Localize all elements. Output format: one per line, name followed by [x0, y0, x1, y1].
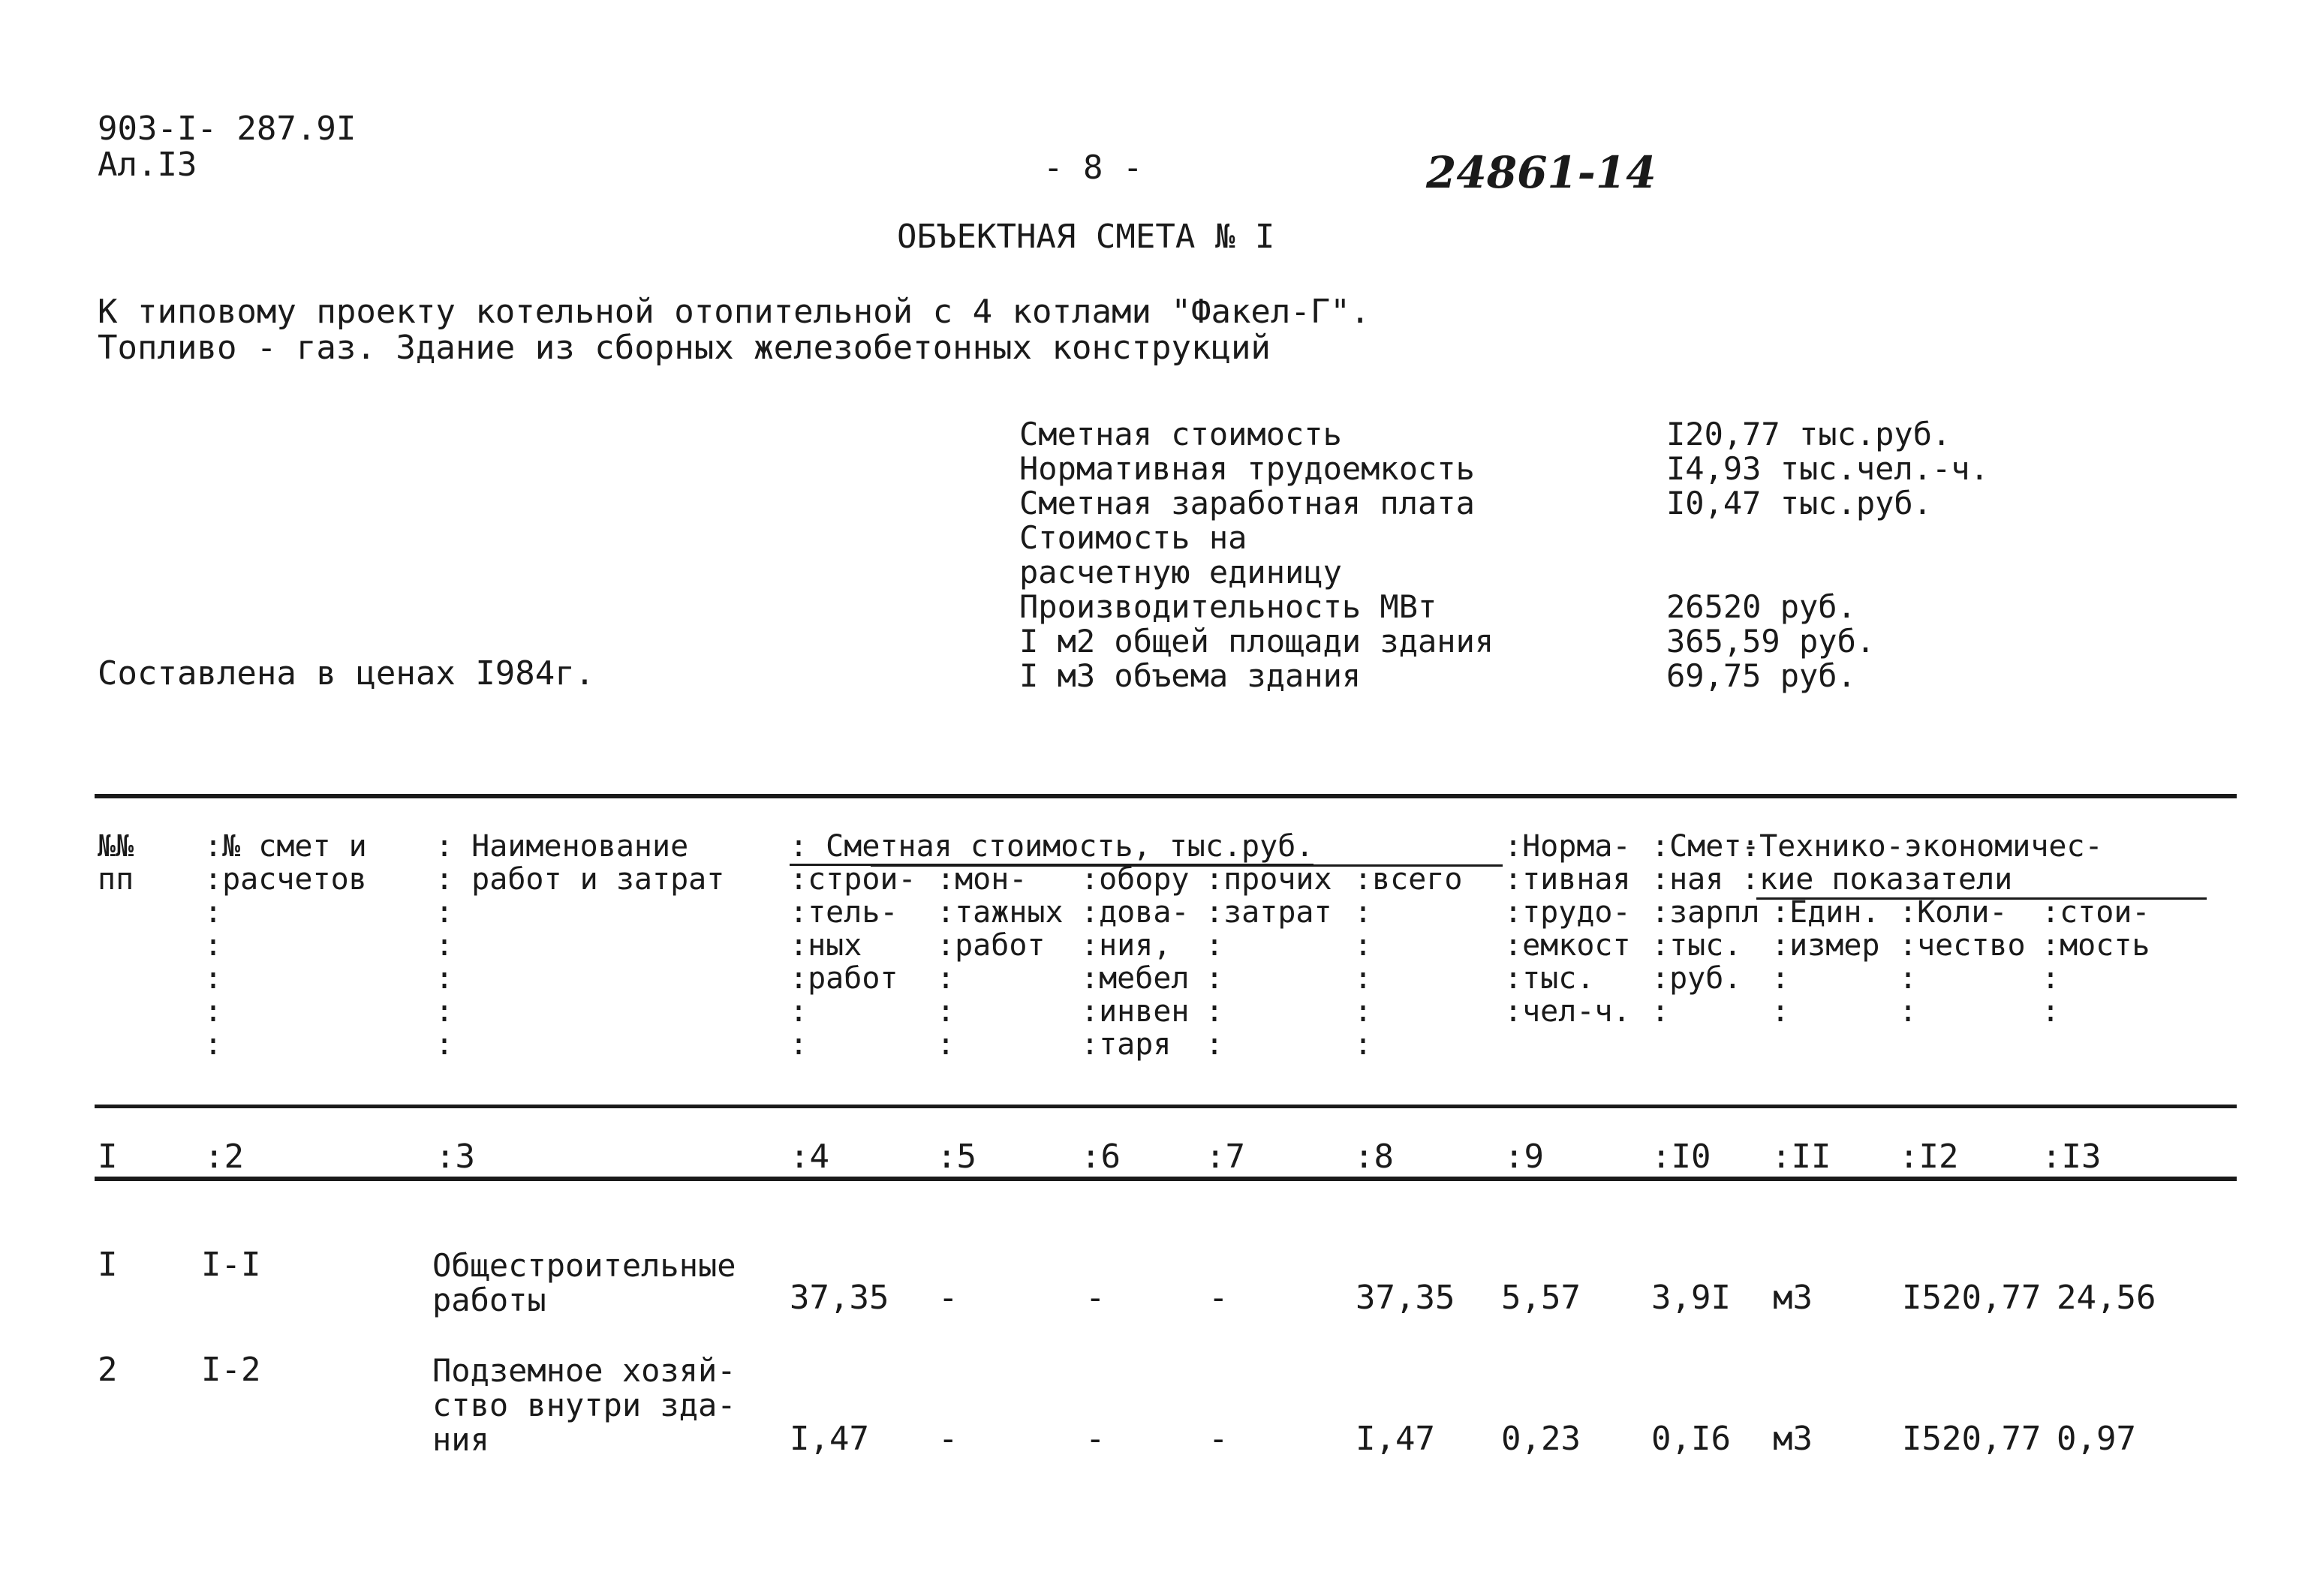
header-col-wages: :Смет- :ная :зарпл :тыс. :руб. :: [1651, 829, 1760, 1029]
row1-unit: м3: [1773, 1279, 1813, 1317]
prices-note: Составлена в ценах I984г.: [98, 654, 595, 693]
summary-value: 69,75 руб.: [1666, 657, 1856, 694]
row2-labor: 0,23: [1501, 1420, 1581, 1458]
summary-value: I20,77 тыс.руб.: [1666, 416, 1951, 452]
document-code-line1: 903-I- 287.9I: [98, 110, 357, 148]
header-col-labor: :Норма- :тивная :трудо- :емкост :тыс. :чел-ч.: [1504, 829, 1631, 1029]
table-header-rule: [95, 1105, 2237, 1108]
document-code-line2: Ал.I3: [98, 146, 197, 184]
summary-label: Производительность МВт: [1019, 588, 1437, 625]
summary-label: I м3 объема здания: [1019, 657, 1362, 694]
column-number: :2: [204, 1138, 244, 1176]
column-number: :I2: [1899, 1138, 1959, 1176]
summary-value: 365,59 руб.: [1666, 623, 1876, 660]
header-col-other: :прочих :затрат : : : :: [1205, 862, 1332, 1062]
header-col-number: №№ пп: [98, 829, 134, 897]
header-col-construction: :строи- :тель- :ных :работ : :: [790, 862, 916, 1062]
description-line1: К типовому проекту котельной отопительной с 4 котлами "Факел-Г".: [98, 293, 1371, 331]
column-number: :9: [1504, 1138, 1544, 1176]
row2-code: I-2: [201, 1351, 261, 1389]
column-number: :6: [1081, 1138, 1121, 1176]
header-col-equipment: :обору :дова- :ния, :мебел :инвен :таря: [1081, 862, 1190, 1062]
header-col-total: :всего : : : : :: [1354, 862, 1463, 1062]
column-number: :5: [937, 1138, 976, 1176]
summary-value: I0,47 тыс.руб.: [1666, 485, 1933, 521]
summary-values: [1666, 417, 1989, 693]
column-number: :3: [435, 1138, 475, 1176]
row2-mounting: -: [938, 1420, 958, 1458]
column-number: :I3: [2042, 1138, 2102, 1176]
summary-label: I м2 общей площади здания: [1019, 623, 1494, 660]
summary-label: Сметная стоимость: [1019, 416, 1342, 452]
summary-value: 26520 руб.: [1666, 588, 1856, 625]
row1-other: -: [1208, 1279, 1229, 1317]
row2-unit: м3: [1773, 1420, 1813, 1458]
row1-labor: 5,57: [1501, 1279, 1581, 1317]
summary-label: Сметная заработная плата: [1019, 485, 1475, 521]
row1-construction: 37,35: [790, 1279, 889, 1317]
header-group-tech-line1: :Технико-экономичес-: [1741, 829, 2103, 864]
page-number: - 8 -: [1043, 149, 1143, 187]
document-title: ОБЪЕКТНАЯ СМЕТА № I: [897, 218, 1275, 256]
row2-number: 2: [98, 1351, 118, 1389]
row1-name: Общестроительные работы: [432, 1247, 736, 1318]
summary-label: Стоимость на: [1019, 519, 1247, 556]
header-group-tech: [1741, 830, 2103, 896]
summary-labels: [1019, 417, 1494, 693]
row1-quantity: I520,77: [1902, 1279, 2042, 1317]
column-number: :I0: [1651, 1138, 1711, 1176]
row1-equipment: -: [1085, 1279, 1106, 1317]
header-group-cost: [790, 830, 1313, 863]
row1-unit-cost: 24,56: [2057, 1279, 2156, 1317]
row1-total: 37,35: [1356, 1279, 1455, 1317]
summary-value: I4,93 тыс.чел.-ч.: [1666, 450, 1989, 487]
row2-equipment: -: [1085, 1420, 1106, 1458]
column-numbers-rule: [95, 1177, 2237, 1181]
row2-wages: 0,I6: [1651, 1420, 1731, 1458]
header-group-tech-line2: :кие показатели: [1741, 862, 2013, 897]
header-col-estimate: :№ смет и :расчетов : : : : :: [204, 829, 367, 1062]
row2-unit-cost: 0,97: [2057, 1420, 2136, 1458]
header-col-name: : Наименование : работ и затрат : : : : :: [435, 829, 725, 1062]
document-code: [98, 111, 356, 183]
header-col-quantity: :Коли- :чество : :: [1899, 895, 2026, 1029]
document-description: [98, 294, 1370, 366]
header-col-unit-cost: :стои- :мость : :: [2042, 895, 2150, 1029]
column-number: :7: [1205, 1138, 1245, 1176]
handwritten-number: 24861-14: [1426, 147, 1657, 198]
row2-total: I,47: [1356, 1420, 1435, 1458]
column-number: :II: [1771, 1138, 1831, 1176]
summary-value: [1666, 521, 1989, 555]
row2-quantity: I520,77: [1902, 1420, 2042, 1458]
row2-construction: I,47: [790, 1420, 869, 1458]
row1-mounting: -: [938, 1279, 958, 1317]
row2-name: Подземное хозяй- ство внутри зда- ния: [432, 1352, 736, 1458]
column-number: :8: [1354, 1138, 1394, 1176]
summary-label: Нормативная трудоемкость: [1019, 450, 1475, 487]
header-group-cost-text: : Сметная стоимость, тыс.руб.: [790, 829, 1313, 866]
description-line2: Топливо - газ. Здание из сборных железобетонных конструкций: [98, 329, 1271, 367]
column-number: :4: [790, 1138, 829, 1176]
summary-value: [1666, 555, 1989, 590]
header-col-unit: :Един. :измер : :: [1771, 895, 1880, 1029]
summary-label: расчетную единицу: [1019, 554, 1342, 591]
row2-other: -: [1208, 1420, 1229, 1458]
header-col-mounting: :мон- :тажных :работ : : :: [937, 862, 1064, 1062]
row1-number: I: [98, 1246, 118, 1284]
row1-code: I-I: [201, 1246, 261, 1284]
column-number: I: [98, 1138, 118, 1176]
row1-wages: 3,9I: [1651, 1279, 1731, 1317]
table-top-rule: [95, 794, 2237, 798]
